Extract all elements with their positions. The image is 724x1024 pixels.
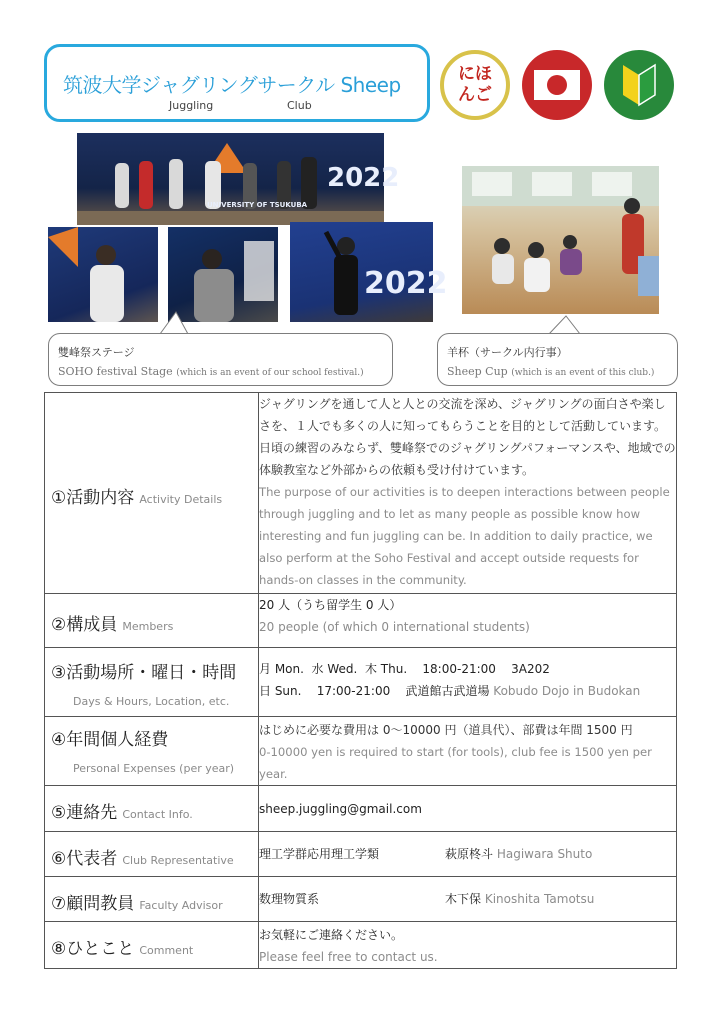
advisor-dept: 数理物質系: [259, 892, 320, 906]
soho-caption-en-note: (which is an event of our school festival.): [176, 368, 364, 378]
expenses-text-ja: はじめに必要な費用は 0～10000 円（道具代）、部費は年間 1500 円: [259, 723, 633, 737]
contact-label-ja: ⑤連絡先: [51, 803, 118, 823]
sheep-cup-caption-ja: 羊杯（サークル内行事）: [447, 346, 568, 359]
sheep-cup-caption-en-main: Sheep Cup: [447, 365, 508, 378]
japan-flag-rect: [534, 70, 580, 100]
sheep-cup-art: [462, 166, 659, 314]
schedule-label-cell: [45, 648, 259, 717]
schedule-line-2: [259, 680, 676, 702]
advisor-line: [259, 888, 676, 910]
nihongo-line-2: んご: [458, 85, 492, 105]
representative-dept: 理工学群応用理工学類: [259, 847, 380, 861]
nihongo-badge: [440, 50, 510, 120]
activity-label-en: Activity Details: [139, 493, 223, 506]
expenses-label-ja: ④年間個人経費: [51, 730, 169, 750]
representative-name-ja: 萩原柊斗: [445, 847, 494, 861]
schedule-content-cell: [259, 648, 677, 717]
advisor-name-ja: 木下保: [445, 892, 482, 906]
row-comment: [45, 922, 677, 969]
contact-label-en: Contact Info.: [122, 808, 193, 821]
sheep-cup-caption-en-note: (which is an event of this club.): [511, 368, 655, 378]
schedule-line-2-en: Kobudo Dojo in Budokan: [493, 684, 641, 698]
beginner-shield-icon: [622, 63, 656, 107]
advisor-label-ja: ⑦顧問教員: [51, 894, 135, 914]
club-title-box: [44, 44, 430, 122]
comment-label-cell: [45, 922, 259, 969]
schedule-line-1: 月 Mon. 水 Wed. 木 Thu. 18:00-21:00 3A202: [259, 662, 550, 676]
activity-label-cell: [45, 393, 259, 594]
members-text-ja: 20 人（うち留学生 0 人）: [259, 598, 402, 612]
representative-line: [259, 843, 676, 865]
representative-label-cell: [45, 832, 259, 877]
comment-text-ja: お気軽にご連絡ください。: [259, 928, 404, 942]
activity-text-ja: ジャグリングを通して人と人との交流を深め、ジャグリングの面白さや楽しさを、１人でも多くの人に知ってもらうことを目的として活動しています。日頃の練習のみならず、雙峰祭でのジャグリングパフォーマンスや、地域での体験教室など外部からの依頼も受け付けています。: [259, 397, 676, 477]
club-info-table: [44, 392, 677, 969]
stage-group-photo: [77, 133, 400, 225]
representative-name-en: Hagiwara Shuto: [496, 847, 593, 861]
row-activity: [45, 393, 677, 594]
club-subtitle-club: Club: [287, 99, 312, 112]
performer-1-art: [48, 227, 158, 322]
sheep-cup-photo: [462, 166, 659, 314]
sheep-cup-caption: [437, 333, 678, 386]
expenses-content-cell: [259, 717, 677, 786]
expenses-label-cell: [45, 717, 259, 786]
row-advisor: [45, 877, 677, 922]
soho-caption-ja: 雙峰祭ステージ: [58, 346, 135, 359]
performer-2-art: [168, 227, 278, 322]
beginner-mark-icon: [604, 50, 674, 120]
expenses-text-en: 0-10000 yen is required to start (for tools), club fee is 1500 yen per year.: [259, 745, 652, 781]
schedule-label-ja: ③活動場所・曜日・時間: [51, 663, 237, 683]
club-title: 筑波大学ジャグリングサークル Sheep: [63, 73, 401, 97]
stage-banner-sub: UNIVERSITY OF TSUKUBA: [207, 201, 308, 209]
stage-performer-photo-3: [290, 222, 448, 322]
row-representative: [45, 832, 677, 877]
members-label-en: Members: [122, 620, 174, 633]
soho-caption-en-main: SOHO festival Stage: [58, 365, 173, 378]
stage-performer-photo-2: [168, 227, 278, 322]
schedule-label-en: Days & Hours, Location, etc.: [73, 695, 230, 708]
activity-text-en: The purpose of our activities is to deepen interactions between people through juggling and to let as many people as possible know how interesting and fun juggling can be. In addition to daily practice, we also perform at the Soho Festival and accept outside requests for hands-on classes in the community.: [259, 485, 670, 587]
comment-text-en: Please feel free to contact us.: [259, 950, 438, 964]
stage-performer-photo-1: [48, 227, 158, 322]
comment-content-cell: [259, 922, 677, 969]
row-expenses: [45, 717, 677, 786]
japan-flag-icon: [522, 50, 592, 120]
representative-label-ja: ⑥代表者: [51, 849, 118, 869]
activity-label-ja: ①活動内容: [51, 488, 135, 508]
soho-festival-caption: [48, 333, 393, 386]
members-content-cell: [259, 594, 677, 648]
nihongo-line-1: にほ: [458, 64, 492, 84]
row-schedule: [45, 648, 677, 717]
comment-label-en: Comment: [139, 944, 194, 957]
stage-banner-year: 2022: [327, 163, 400, 193]
contact-email[interactable]: sheep.juggling@gmail.com: [259, 802, 422, 816]
representative-content-cell: [259, 832, 677, 877]
advisor-content-cell: [259, 877, 677, 922]
comment-label-ja: ⑧ひとこと: [51, 939, 135, 959]
expenses-label-en: Personal Expenses (per year): [73, 762, 235, 775]
activity-content-cell: [259, 393, 677, 594]
members-label-ja: ②構成員: [51, 615, 118, 635]
contact-content-cell: [259, 786, 677, 832]
sheep-cup-caption-en: [447, 365, 654, 378]
contact-label-cell: [45, 786, 259, 832]
club-subtitle-juggling: Juggling: [169, 99, 214, 112]
advisor-label-cell: [45, 877, 259, 922]
schedule-line-2-main: 日 Sun. 17:00-21:00 武道館古武道場: [259, 684, 490, 698]
advisor-name-en: Kinoshita Tamotsu: [484, 892, 595, 906]
members-label-cell: [45, 594, 259, 648]
soho-caption-en: [58, 365, 364, 378]
advisor-label-en: Faculty Advisor: [139, 899, 223, 912]
representative-label-en: Club Representative: [122, 854, 234, 867]
stage-right-year: 2022: [364, 266, 448, 301]
row-contact: [45, 786, 677, 832]
row-members: [45, 594, 677, 648]
members-text-en: 20 people (of which 0 international students): [259, 620, 530, 634]
